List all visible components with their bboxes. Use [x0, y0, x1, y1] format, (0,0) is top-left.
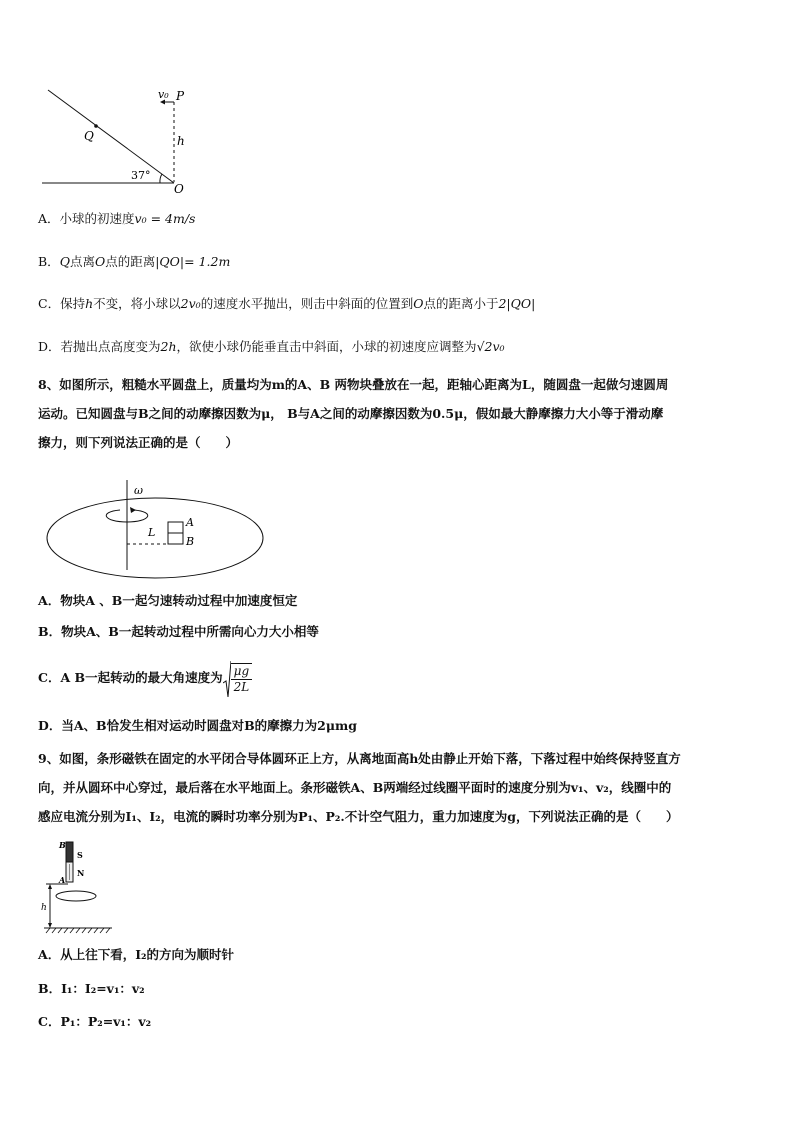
label-omega: ω: [134, 484, 143, 497]
label-q: Q: [84, 129, 94, 143]
label-b-end: B: [59, 840, 66, 850]
q8-option-d: D．当A、B恰发生相对运动时圆盘对B的摩擦力为2μmg: [38, 718, 357, 733]
q9-option-c: C．P₁：P₂=v₁：v₂: [38, 1014, 152, 1029]
q7-option-b: B．Q点离O点的距离|QO|= 1.2m: [38, 254, 231, 269]
angle-arc: [160, 174, 162, 183]
q9-stem-line: 向，并从圆环中心穿过，最后落在水平地面上。条形磁铁A、B两端经过线圈平面时的速度分别为v₁、v₂，线圈中的: [38, 780, 672, 795]
q9-stem-line: 9、如图，条形磁铁在固定的水平闭合导体圆环正上方，从离地面高h处由静止开始下落，下落过程中始终保持竖直方: [38, 751, 681, 766]
label-v0: v₀: [158, 88, 169, 101]
q8-stem-line: 8、如图所示，粗糙水平圆盘上，质量均为m的A、B 两物块叠放在一起，距轴心距离为L，随圆盘一起做匀速圆周: [38, 377, 669, 392]
falling-magnet-figure: [38, 838, 118, 938]
q8-option-b: B．物块A、B一起转动过程中所需向心力大小相等: [38, 624, 319, 639]
ground-hatching: [46, 928, 110, 933]
q8-stem: [38, 370, 768, 457]
magnet-s-half: [66, 842, 73, 862]
label-s: S: [77, 850, 83, 860]
q9-stem-line: 感应电流分别为I₁、I₂，电流的瞬时功率分别为P₁、P₂.不计空气阻力，重力加速度为g，下列说法正确的是（ ）: [38, 809, 679, 824]
q8-option-a: A．物块A 、B一起匀速转动过程中加速度恒定: [38, 593, 298, 608]
label-b: B: [186, 535, 195, 548]
incline-line: [48, 90, 174, 183]
label-h: h: [177, 134, 185, 148]
label-o: O: [174, 182, 184, 196]
label-a-end: A: [59, 875, 66, 885]
q7-option-d: D．若抛出点高度变为2h，欲使小球仍能垂直击中斜面，小球的初速度应调整为√2v₀: [38, 339, 505, 354]
rotating-disk-figure: [38, 476, 278, 586]
label-angle: 37°: [131, 169, 151, 182]
label-h: h: [41, 903, 47, 913]
q7-option-a: A．小球的初速度v₀ = 4m/s: [38, 211, 196, 226]
q8-stem-line: 擦力，则下列说法正确的是（ ）: [38, 435, 239, 450]
conducting-ring: [56, 891, 96, 901]
label-a: A: [186, 516, 194, 529]
q9-stem: [38, 744, 768, 831]
block-b: [168, 533, 183, 544]
q9-option-b: B．I₁：I₂=v₁：v₂: [38, 981, 145, 996]
label-l: L: [148, 526, 156, 539]
incline-figure: [38, 82, 208, 197]
q7-option-c: C．保持h不变，将小球以2v₀的速度水平抛出，则击中斜面的位置到O点的距离小于2|QO|: [38, 296, 536, 311]
q8-stem-line: 运动。已知圆盘与B之间的动摩擦因数为μ， B与A之间的动摩擦因数为0.5μ，假如最大静摩擦力大小等于滑动摩: [38, 406, 664, 421]
rotation-arrowhead: [130, 507, 136, 513]
point-q-dot: [94, 124, 98, 128]
block-a: [168, 522, 183, 533]
label-n: N: [77, 868, 85, 878]
q8-option-c: C．A B一起转动的最大角速度为 $\frac{\mu g}{2L}$: [38, 658, 252, 699]
q9-option-a: A．从上往下看，I₂的方向为顺时针: [38, 947, 235, 962]
label-p: P: [176, 89, 185, 103]
sqrt-fraction: $\frac{\mu g}{2L}$: [223, 658, 253, 699]
